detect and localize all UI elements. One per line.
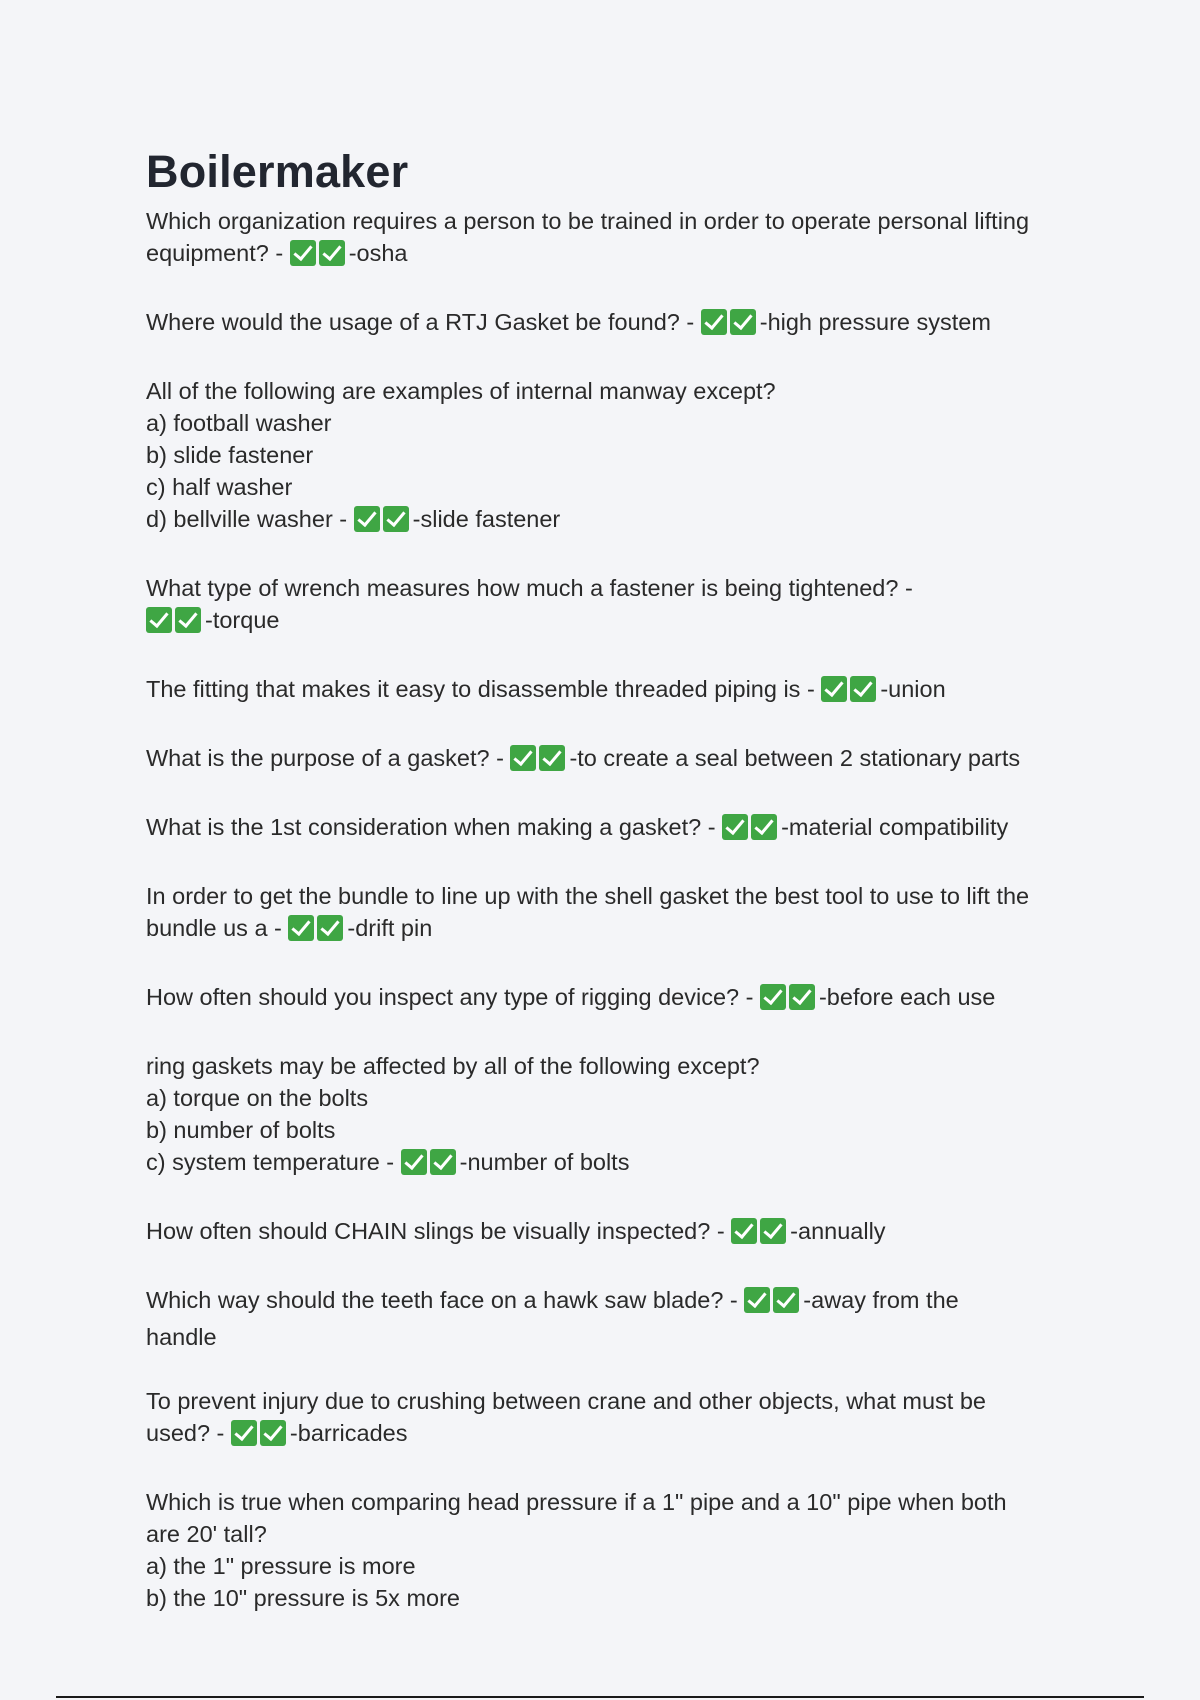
check-mark-icon bbox=[850, 676, 876, 702]
text-line: handle bbox=[146, 1324, 217, 1350]
check-mark-icon bbox=[290, 240, 316, 266]
question-text: The fitting that makes it easy to disassemble threaded piping is - bbox=[146, 676, 822, 702]
qa-line bbox=[146, 880, 1086, 912]
check-mark-icon bbox=[539, 745, 565, 771]
question-text: What is the purpose of a gasket? - bbox=[146, 745, 511, 771]
qa-line bbox=[146, 306, 1086, 343]
check-mark-icon bbox=[319, 240, 345, 266]
check-mark-icon bbox=[146, 607, 172, 633]
check-mark-icon bbox=[231, 1420, 257, 1446]
question-text: Which way should the teeth face on a hawk saw blade? - bbox=[146, 1287, 745, 1313]
check-mark-icon bbox=[430, 1149, 456, 1175]
text-line: c) half washer bbox=[146, 474, 293, 500]
qa-line bbox=[146, 1114, 1086, 1146]
qa-list bbox=[146, 205, 1086, 1614]
answer-check-icons bbox=[722, 814, 780, 848]
qa-item bbox=[146, 205, 1086, 274]
question-text: How often should you inspect any type of rigging device? - bbox=[146, 984, 760, 1010]
answer-text: -to create a seal between 2 stationary parts bbox=[569, 745, 1021, 771]
qa-line bbox=[146, 407, 1086, 439]
check-mark-icon bbox=[722, 814, 748, 840]
qa-line bbox=[146, 375, 1086, 407]
qa-line bbox=[146, 1050, 1086, 1082]
qa-item bbox=[146, 1385, 1086, 1454]
qa-line bbox=[146, 742, 1086, 779]
check-mark-icon bbox=[789, 984, 815, 1010]
answer-check-icons bbox=[760, 984, 818, 1018]
check-mark-icon bbox=[510, 745, 536, 771]
qa-line bbox=[146, 1146, 1086, 1183]
question-text: bundle us a - bbox=[146, 915, 289, 941]
text-line: b) the 10" pressure is 5x more bbox=[146, 1585, 460, 1611]
question-text: equipment? - bbox=[146, 240, 290, 266]
qa-line bbox=[146, 1215, 1086, 1252]
page-bottom-rule bbox=[56, 1696, 1144, 1698]
check-mark-icon bbox=[383, 506, 409, 532]
text-line: are 20' tall? bbox=[146, 1521, 267, 1547]
answer-text: -barricades bbox=[289, 1420, 408, 1446]
answer-check-icons bbox=[744, 1287, 802, 1321]
answer-check-icons bbox=[231, 1420, 289, 1454]
answer-check-icons bbox=[821, 676, 879, 710]
check-mark-icon bbox=[760, 984, 786, 1010]
qa-item bbox=[146, 1486, 1086, 1614]
qa-item bbox=[146, 1050, 1086, 1183]
text-line: a) the 1" pressure is more bbox=[146, 1553, 416, 1579]
text-line: a) football washer bbox=[146, 410, 332, 436]
qa-item bbox=[146, 572, 1086, 641]
check-mark-icon bbox=[288, 915, 314, 941]
check-mark-icon bbox=[317, 915, 343, 941]
answer-check-icons bbox=[146, 607, 204, 641]
qa-line bbox=[146, 912, 1086, 949]
answer-text: -away from the bbox=[803, 1287, 959, 1313]
qa-line bbox=[146, 572, 1086, 604]
answer-check-icons bbox=[290, 240, 348, 274]
qa-line bbox=[146, 981, 1086, 1018]
answer-text: -torque bbox=[205, 607, 280, 633]
qa-line bbox=[146, 673, 1086, 710]
check-mark-icon bbox=[744, 1287, 770, 1313]
check-mark-icon bbox=[821, 676, 847, 702]
qa-item bbox=[146, 306, 1086, 343]
answer-check-icons bbox=[731, 1218, 789, 1252]
answer-text: -union bbox=[880, 676, 946, 702]
question-text: How often should CHAIN slings be visually inspected? - bbox=[146, 1218, 732, 1244]
qa-line bbox=[146, 1550, 1086, 1582]
text-line: ring gaskets may be affected by all of the following except? bbox=[146, 1053, 760, 1079]
text-line: a) torque on the bolts bbox=[146, 1085, 369, 1111]
qa-item bbox=[146, 375, 1086, 540]
qa-line bbox=[146, 439, 1086, 471]
text-line: In order to get the bundle to line up with the shell gasket the best tool to use to lift the bbox=[146, 883, 1030, 909]
qa-item bbox=[146, 811, 1086, 848]
text-line: To prevent injury due to crushing between crane and other objects, what must be bbox=[146, 1388, 986, 1414]
question-text: d) bellville washer - bbox=[146, 506, 354, 532]
document-page bbox=[146, 140, 1086, 1646]
answer-check-icons bbox=[288, 915, 346, 949]
qa-line bbox=[146, 811, 1086, 848]
check-mark-icon bbox=[731, 1218, 757, 1244]
answer-check-icons bbox=[401, 1149, 459, 1183]
check-mark-icon bbox=[701, 309, 727, 335]
qa-line bbox=[146, 1582, 1086, 1614]
answer-text: -number of bolts bbox=[459, 1149, 630, 1175]
question-text: Where would the usage of a RTJ Gasket be found? - bbox=[146, 309, 701, 335]
check-mark-icon bbox=[751, 814, 777, 840]
qa-line bbox=[146, 1486, 1086, 1518]
qa-line bbox=[146, 1284, 1086, 1321]
qa-line bbox=[146, 1385, 1086, 1417]
qa-line bbox=[146, 1321, 1086, 1353]
qa-line bbox=[146, 1417, 1086, 1454]
qa-item bbox=[146, 1284, 1086, 1353]
qa-line bbox=[146, 1082, 1086, 1114]
qa-item bbox=[146, 880, 1086, 949]
qa-line bbox=[146, 237, 1086, 274]
answer-text: -drift pin bbox=[347, 915, 433, 941]
qa-line bbox=[146, 1518, 1086, 1550]
answer-check-icons bbox=[701, 309, 759, 343]
qa-line bbox=[146, 205, 1086, 237]
check-mark-icon bbox=[401, 1149, 427, 1175]
answer-text: -high pressure system bbox=[759, 309, 991, 335]
text-line: Which is true when comparing head pressure if a 1" pipe and a 10" pipe when both bbox=[146, 1489, 1007, 1515]
qa-line bbox=[146, 471, 1086, 503]
question-text: used? - bbox=[146, 1420, 231, 1446]
answer-text: -slide fastener bbox=[412, 506, 561, 532]
qa-line bbox=[146, 503, 1086, 540]
check-mark-icon bbox=[354, 506, 380, 532]
question-text: c) system temperature - bbox=[146, 1149, 401, 1175]
answer-text: -material compatibility bbox=[781, 814, 1009, 840]
check-mark-icon bbox=[175, 607, 201, 633]
qa-item bbox=[146, 742, 1086, 779]
text-line: b) number of bolts bbox=[146, 1117, 336, 1143]
text-line: b) slide fastener bbox=[146, 442, 314, 468]
question-text: What is the 1st consideration when making a gasket? - bbox=[146, 814, 723, 840]
text-line: Which organization requires a person to be trained in order to operate personal lifting bbox=[146, 208, 1030, 234]
text-line: What type of wrench measures how much a fastener is being tightened? - bbox=[146, 575, 913, 601]
check-mark-icon bbox=[760, 1218, 786, 1244]
answer-text: -before each use bbox=[818, 984, 996, 1010]
check-mark-icon bbox=[773, 1287, 799, 1313]
answer-check-icons bbox=[510, 745, 568, 779]
answer-text: -osha bbox=[348, 240, 408, 266]
document-title: Boilermaker bbox=[146, 146, 409, 197]
qa-item bbox=[146, 981, 1086, 1018]
text-line: All of the following are examples of internal manway except? bbox=[146, 378, 776, 404]
qa-line bbox=[146, 604, 1086, 641]
qa-item bbox=[146, 1215, 1086, 1252]
qa-item bbox=[146, 673, 1086, 710]
answer-check-icons bbox=[354, 506, 412, 540]
check-mark-icon bbox=[730, 309, 756, 335]
check-mark-icon bbox=[260, 1420, 286, 1446]
answer-text: -annually bbox=[790, 1218, 886, 1244]
